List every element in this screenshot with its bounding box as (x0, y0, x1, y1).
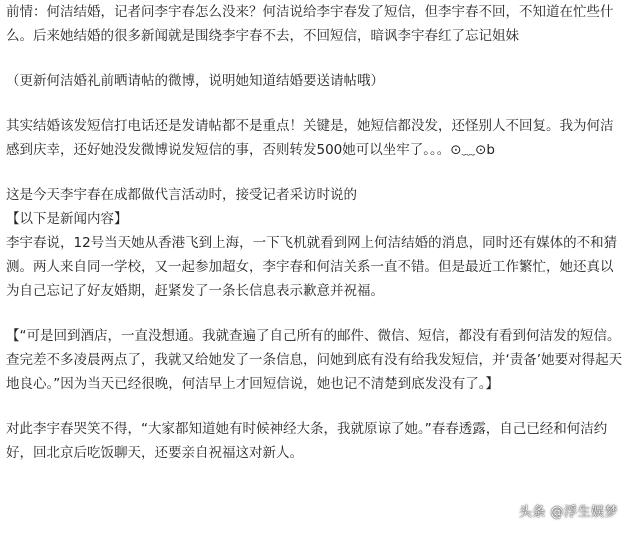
paragraph-gap (6, 162, 624, 183)
paragraph-intro: 这是今天李宇春在成都做代言活动时，接受记者采访时说的 (6, 187, 357, 203)
article-body (6, 0, 624, 465)
paragraph-background: 前情：何洁结婚，记者问李宇春怎么没来？何洁说给李宇春发了短信，但李宇春不回，不知道在忙些什么。后来她结婚的很多新闻就是围绕李宇春不去，不回短信，暗讽李宇春红了忘记姐妹 (6, 4, 614, 44)
paragraph-gap (6, 396, 624, 417)
paragraph-commentary: 其实结婚该发短信打电话还是发请帖都不是重点！关键是，她短信都没发，还怪别人不回复。我为何洁感到庆幸，还好她没发微博说发短信的事，否则转发500她可以坐牢了。。。⊙﹏⊙b (6, 118, 614, 158)
paragraph-gap (6, 48, 624, 69)
paragraph-update-note: （更新何洁婚礼前晒请帖的微博，说明她知道结婚要送请帖哦） (6, 73, 384, 89)
paragraph-news-1: 李宇春说，12号当天她从香港飞到上海，一下飞机就看到网上何洁结婚的消息，同时还有媒体的不和猜测。两人来自同一学校，又一起参加超女，李宇春和何洁关系一直不错。但是最近工作繁忙，她还真以为自己忘记了好友婚期，赶紧发了一条长信息表示歉意并祝福。 (6, 235, 618, 299)
paragraph-gap (6, 303, 624, 324)
paragraph-news-2: 对此李宇春哭笑不得，“大家都知道她有时候神经大条，我就原谅了她。”春春透露，自己已经和何洁约好，回北京后吃饭聊天，还要亲自祝福这对新人。 (6, 421, 608, 461)
paragraph-news-quote: 【“可是回到酒店，一直没想通。我就查遍了自己所有的邮件、微信、短信，都没有看到何洁发的短信。查完差不多凌晨两点了，我就又给她发了一条信息，问她到底有没有给我发短信，并‘责备’她要对得起天地良心。”因为当天已经很晚，何洁早上才回短信说，她也记不清楚到底发没有了。】 (6, 328, 623, 392)
watermark-label: 头条 @浮生娱梦 (518, 505, 618, 520)
paragraph-gap (6, 93, 624, 114)
news-heading: 【以下是新闻内容】 (6, 211, 128, 227)
